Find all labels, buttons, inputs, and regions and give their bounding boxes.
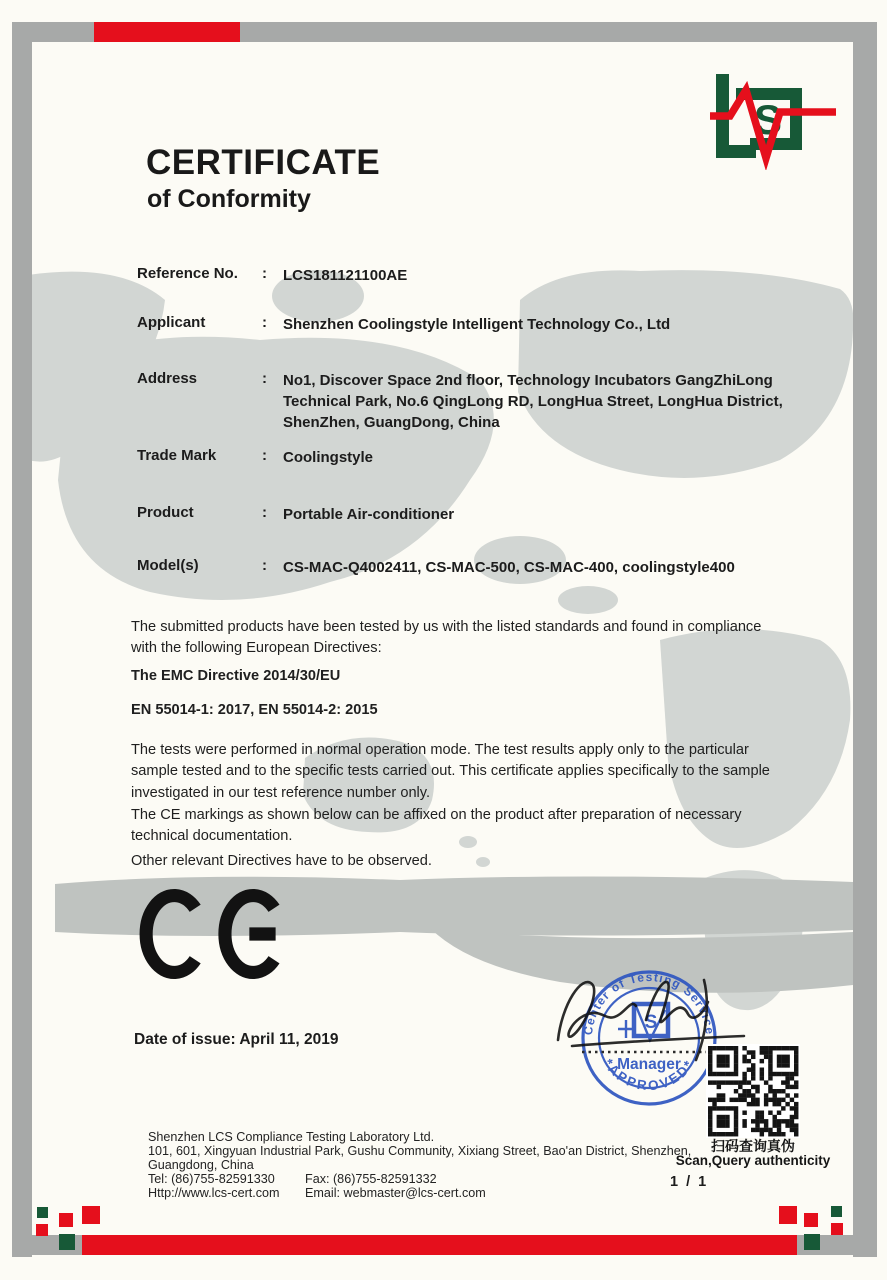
field-colon: : <box>262 504 267 521</box>
corner-square <box>831 1223 843 1235</box>
certificate-subtitle: of Conformity <box>147 185 311 213</box>
field-colon: : <box>262 265 267 282</box>
qr-code <box>706 1044 800 1138</box>
corner-square <box>804 1234 820 1250</box>
corner-square <box>59 1234 75 1250</box>
issuer-tel: Tel: (86)755-82591330 <box>148 1172 275 1186</box>
field-colon: : <box>262 314 267 331</box>
frame-left <box>12 22 32 1257</box>
certificate-title: CERTIFICATE <box>146 143 381 182</box>
field-label: Applicant <box>137 314 206 331</box>
paragraph-intro: The submitted products have been tested by us with the listed standards and found in compliance with the following European Directives: <box>131 619 762 657</box>
field-value: LCS181121100AE <box>283 267 408 284</box>
issuer-company-name: Shenzhen LCS Compliance Testing Laboratory Ltd. <box>148 1130 435 1144</box>
field-label: Address <box>137 370 198 387</box>
field-value: Shenzhen Coolingstyle Intelligent Technology Co., Ltd <box>283 316 671 333</box>
paragraph-directive: The EMC Directive 2014/30/EU <box>131 668 341 684</box>
field-colon: : <box>262 370 267 387</box>
corner-square <box>36 1224 48 1236</box>
logo-letter-s: S <box>753 96 783 143</box>
date-of-issue: Date of issue: April 11, 2019 <box>134 1031 339 1048</box>
corner-square <box>831 1206 842 1217</box>
paragraph-tests: The tests were performed in normal operation mode. The test results apply only to the particular sample tested and to the specific tests carried out. This certificate applies specifically to the sample investigated in our test reference number only. <box>131 742 770 801</box>
paragraph-standards: EN 55014-1: 2017, EN 55014-2: 2015 <box>131 702 378 718</box>
stamp-center-letter: S <box>644 1012 658 1033</box>
frame-bottom-red-segment <box>82 1235 797 1255</box>
corner-square <box>804 1213 818 1227</box>
frame-right <box>853 22 877 1257</box>
field-colon: : <box>262 447 267 464</box>
corner-square <box>59 1213 73 1227</box>
stamp-role: Manager <box>617 1056 681 1073</box>
issuer-address-line1: 101, 601, Xingyuan Industrial Park, Gushu Community, Xixiang Street, Bao'an District, Shenzhen, <box>148 1144 692 1158</box>
ce-mark <box>133 883 285 985</box>
stamp-ring-text: Center of Testing Service <box>580 969 718 1036</box>
field-colon: : <box>262 557 267 574</box>
field-value: Coolingstyle <box>283 449 374 466</box>
qr-caption-english: Scan,Query authenticity <box>675 1153 831 1168</box>
field-label: Product <box>137 504 194 521</box>
field-value: Portable Air-conditioner <box>283 506 455 523</box>
frame-top-red-segment <box>94 22 240 42</box>
issuer-fax: Fax: (86)755-82591332 <box>305 1172 437 1186</box>
issuer-email: Email: webmaster@lcs-cert.com <box>305 1186 486 1200</box>
issuer-website: Http://www.lcs-cert.com <box>148 1186 280 1200</box>
field-label: Model(s) <box>137 557 199 574</box>
corner-square <box>779 1206 797 1224</box>
page-number: 1 / 1 <box>670 1174 709 1190</box>
field-label: Trade Mark <box>137 447 217 464</box>
field-label: Reference No. <box>137 265 238 282</box>
corner-square <box>37 1207 48 1218</box>
field-value: No1, Discover Space 2nd floor, Technology Incubators GangZhiLong Technical Park, No.6 QingLong RD, LongHua Street, LongHua District, ShenZhen, GuangDong, China <box>283 372 783 431</box>
paragraph-ce-markings: The CE markings as shown below can be affixed on the product after preparation of necessary technical documentation. <box>131 807 742 845</box>
field-value: CS-MAC-Q4002411, CS-MAC-500, CS-MAC-400, coolingstyle400 <box>283 559 735 576</box>
issuer-address-line2: Guangdong, China <box>148 1158 254 1172</box>
stamp-approved-text: *APPROVED* <box>600 1056 698 1094</box>
lcs-logo <box>706 66 842 170</box>
corner-square <box>82 1206 100 1224</box>
paragraph-other-directives: Other relevant Directives have to be observed. <box>131 853 432 869</box>
qr-caption-chinese: 扫码查询真伪 <box>711 1138 795 1154</box>
